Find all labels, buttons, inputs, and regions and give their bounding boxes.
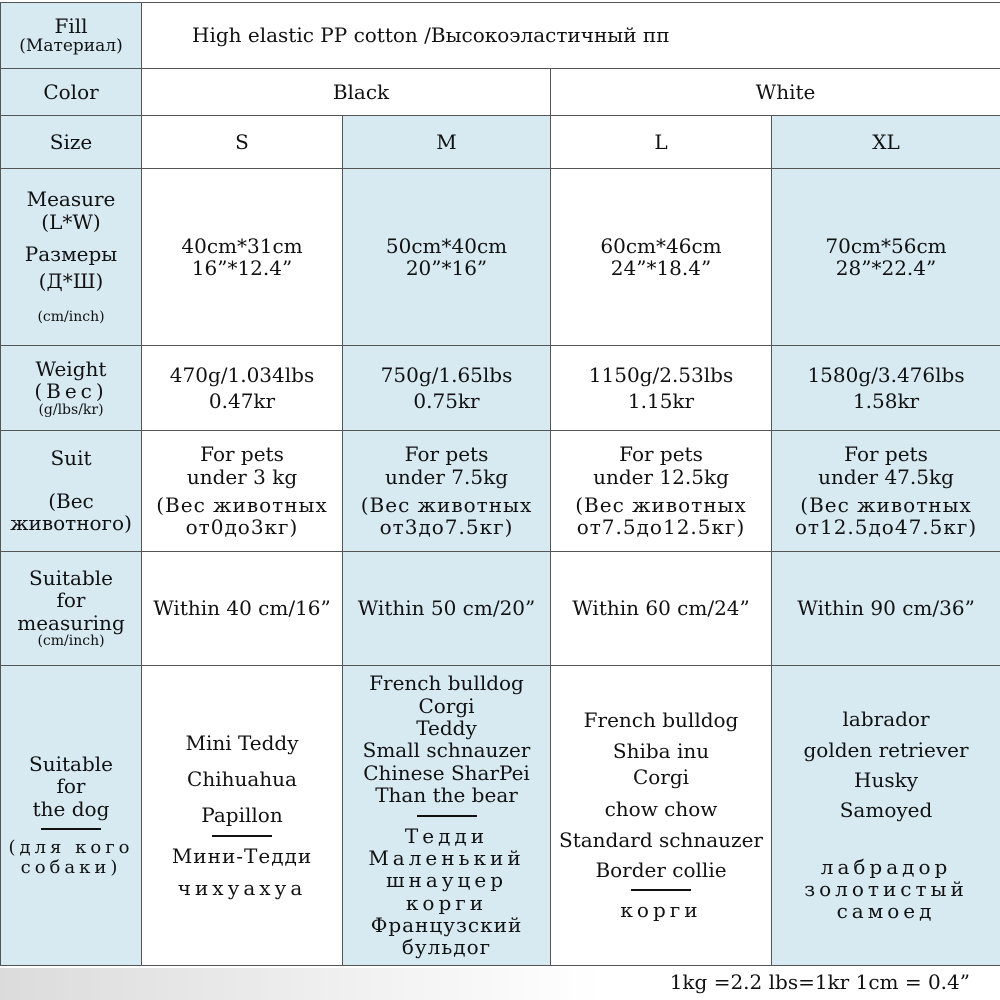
dog-m-ru-5: Французский — [370, 913, 523, 938]
dog-xl-en-4: Samoyed — [839, 798, 933, 823]
dog-label-cell — [1, 666, 142, 966]
measure-m-cm: 50cm*40cm — [385, 233, 508, 258]
weight-xl-line1: 1580g/3.476lbs — [807, 362, 965, 387]
measuring-label-unit: (cm/inch) — [37, 633, 105, 650]
suit-s — [142, 431, 343, 552]
fill-label-ru: (Материал) — [19, 36, 123, 57]
measure-s — [142, 169, 343, 346]
suit-l — [551, 431, 772, 552]
suit-s-l3: (Вес животных — [156, 493, 328, 517]
suit-l-l2: under 12.5kg — [593, 464, 729, 489]
dog-s-ru-1: Мини-Тедди — [171, 843, 313, 868]
weight-xl-line2: 1.58kr — [852, 389, 920, 413]
weight-m-line2: 0.75kr — [413, 389, 480, 413]
fill-label: Fill — [54, 13, 88, 38]
dog-label-divider — [41, 828, 101, 830]
dog-s — [142, 666, 343, 966]
suit-row — [1, 431, 1000, 552]
size-s: S — [142, 116, 343, 169]
measuring-xl: Within 90 cm/36” — [772, 552, 1000, 666]
dog-s-en-2: Chihuahua — [187, 766, 297, 791]
color-row — [1, 69, 1000, 116]
measuring-label-2: for — [56, 588, 86, 613]
measure-label-cell — [1, 169, 142, 346]
weight-m — [343, 346, 551, 431]
conversion-note: 1kg =2.2 lbs=1kr 1cm = 0.4” — [669, 970, 970, 994]
measure-label-ru-dw: (Д*Ш) — [38, 268, 104, 293]
dog-s-divider — [212, 835, 272, 837]
size-label: Size — [1, 116, 142, 169]
measure-s-inch: 16”*12.4” — [191, 256, 293, 280]
measure-l-cm: 60cm*46cm — [600, 233, 722, 258]
suit-s-l2: under 3 kg — [186, 464, 298, 489]
weight-s-line2: 0.47kr — [208, 389, 276, 413]
measuring-label-cell — [1, 552, 142, 666]
suit-label-ru-2: животного) — [10, 511, 132, 536]
size-m: M — [343, 116, 551, 169]
weight-m-line1: 750g/1.65lbs — [380, 362, 513, 387]
dog-label-3: the dog — [32, 796, 110, 821]
weight-label-cell — [1, 346, 142, 431]
dog-xl-ru-2: золотистый — [804, 877, 968, 902]
dog-xl-en-3: Husky — [854, 767, 919, 792]
dog-m-ru-1: Тедди — [404, 823, 489, 848]
color-label: Color — [1, 69, 142, 116]
dog-m-divider — [417, 815, 477, 817]
weight-s-line1: 470g/1.034lbs — [169, 362, 315, 387]
suit-label-cell — [1, 431, 142, 552]
dog-l-en-4: chow chow — [604, 797, 718, 822]
dog-xl — [772, 666, 1000, 966]
measure-xl-cm: 70cm*56cm — [825, 233, 947, 258]
weight-l-line1: 1150g/2.53lbs — [588, 362, 734, 387]
dog-label-2: for — [56, 774, 86, 799]
dog-m-en-6: Than the bear — [375, 783, 518, 808]
dog-m-en-5: Chinese SharPei — [363, 760, 530, 785]
dog-xl-ru-3: самоед — [836, 899, 936, 924]
measuring-row — [1, 552, 1000, 666]
measure-row — [1, 169, 1000, 346]
suit-xl-l3: (Вес животных — [800, 493, 972, 517]
dog-s-en-1: Mini Teddy — [185, 730, 299, 755]
weight-l-line2: 1.15kr — [627, 389, 695, 413]
dog-m-en-3: Teddy — [416, 715, 477, 740]
measure-label-unit: (cm/inch) — [37, 308, 105, 325]
dog-l-divider — [631, 889, 691, 891]
weight-s — [142, 346, 343, 431]
weight-label-unit: (g/lbs/kr) — [38, 401, 104, 418]
dog-row — [1, 666, 1000, 966]
size-row — [1, 116, 1000, 169]
fill-label-cell — [1, 3, 142, 69]
dog-l-ru-1: корги — [620, 898, 702, 923]
suit-l-l4: от7.5до12.5кг) — [576, 515, 746, 540]
dog-l-en-1: French bulldog — [583, 708, 739, 733]
suit-s-l1: For pets — [200, 442, 284, 467]
dog-m — [343, 666, 551, 966]
suit-m — [343, 431, 551, 552]
suit-xl — [772, 431, 1000, 552]
suit-xl-l4: от12.5до47.5кг) — [794, 515, 978, 540]
measure-label: Measure — [26, 187, 116, 212]
weight-label-ru: (Вес) — [34, 379, 108, 404]
dog-m-en-4: Small schnauzer — [362, 738, 531, 763]
suit-m-l1: For pets — [404, 442, 489, 467]
dog-s-en-3: Papillon — [201, 803, 283, 828]
suit-m-l4: от3до7.5кг) — [379, 515, 514, 540]
bottom-shadow — [0, 968, 600, 1000]
measuring-s: Within 40 cm/16” — [142, 552, 343, 666]
fill-row — [1, 3, 1000, 69]
dog-l-en-6: Border collie — [595, 858, 727, 883]
measure-m-inch: 20”*16” — [405, 256, 488, 280]
dog-xl-en-2: golden retriever — [803, 737, 969, 762]
weight-l — [551, 346, 772, 431]
size-l: L — [551, 116, 772, 169]
measure-label-ru: Размеры — [24, 242, 118, 267]
fill-value: High elastic PP cotton /Высокоэластичный пп — [142, 3, 1000, 69]
measure-label-lw: (L*W) — [41, 209, 101, 234]
dog-s-ru-2: чихуахуа — [177, 876, 307, 901]
measure-l — [551, 169, 772, 346]
measure-xl — [772, 169, 1000, 346]
dog-label-ru-1: (для кого — [8, 836, 134, 858]
dog-m-ru-2: Маленький — [368, 845, 525, 870]
suit-xl-l2: under 47.5kg — [818, 464, 954, 489]
color-black: Black — [142, 69, 551, 116]
dog-l-en-2: Shiba inu — [612, 738, 710, 763]
dog-m-en-2: Corgi — [418, 693, 475, 718]
suit-m-l3: (Вес животных — [360, 493, 533, 517]
measure-m — [343, 169, 551, 346]
size-xl: XL — [772, 116, 1000, 169]
measure-s-cm: 40cm*31cm — [181, 233, 303, 258]
dog-l-en-3: Corgi — [632, 764, 690, 789]
dog-label-ru-2: собаки) — [20, 857, 122, 879]
measuring-label-1: Suitable — [29, 566, 113, 591]
suit-l-l1: For pets — [619, 442, 703, 467]
dog-m-en-1: French bulldog — [369, 671, 524, 696]
dog-l-en-5: Standard schnauzer — [559, 827, 763, 852]
dog-m-ru-4: корги — [405, 890, 488, 915]
measuring-label-3: measuring — [17, 610, 125, 635]
suit-s-l4: от0до3кг) — [185, 515, 299, 540]
measure-l-inch: 24”*18.4” — [610, 256, 712, 280]
suit-m-l2: under 7.5kg — [384, 464, 509, 489]
measuring-l: Within 60 cm/24” — [551, 552, 772, 666]
dog-l — [551, 666, 772, 966]
suit-l-l3: (Вес животных — [575, 493, 747, 517]
measure-xl-inch: 28”*22.4” — [835, 256, 937, 280]
dog-xl-ru-1: лабрадор — [820, 854, 952, 879]
size-table — [0, 2, 1000, 966]
weight-label: Weight — [35, 356, 107, 381]
weight-row — [1, 346, 1000, 431]
dog-xl-en-1: labrador — [842, 707, 930, 732]
measuring-m: Within 50 cm/20” — [343, 552, 551, 666]
dog-label-1: Suitable — [29, 751, 113, 776]
dog-m-ru-6: бульдог — [401, 935, 492, 960]
dog-m-ru-3: шнауцер — [385, 868, 508, 893]
suit-label: Suit — [50, 446, 92, 471]
color-white: White — [551, 69, 1000, 116]
weight-xl — [772, 346, 1000, 431]
suit-label-ru: (Вес — [48, 488, 94, 513]
suit-xl-l1: For pets — [844, 442, 928, 467]
